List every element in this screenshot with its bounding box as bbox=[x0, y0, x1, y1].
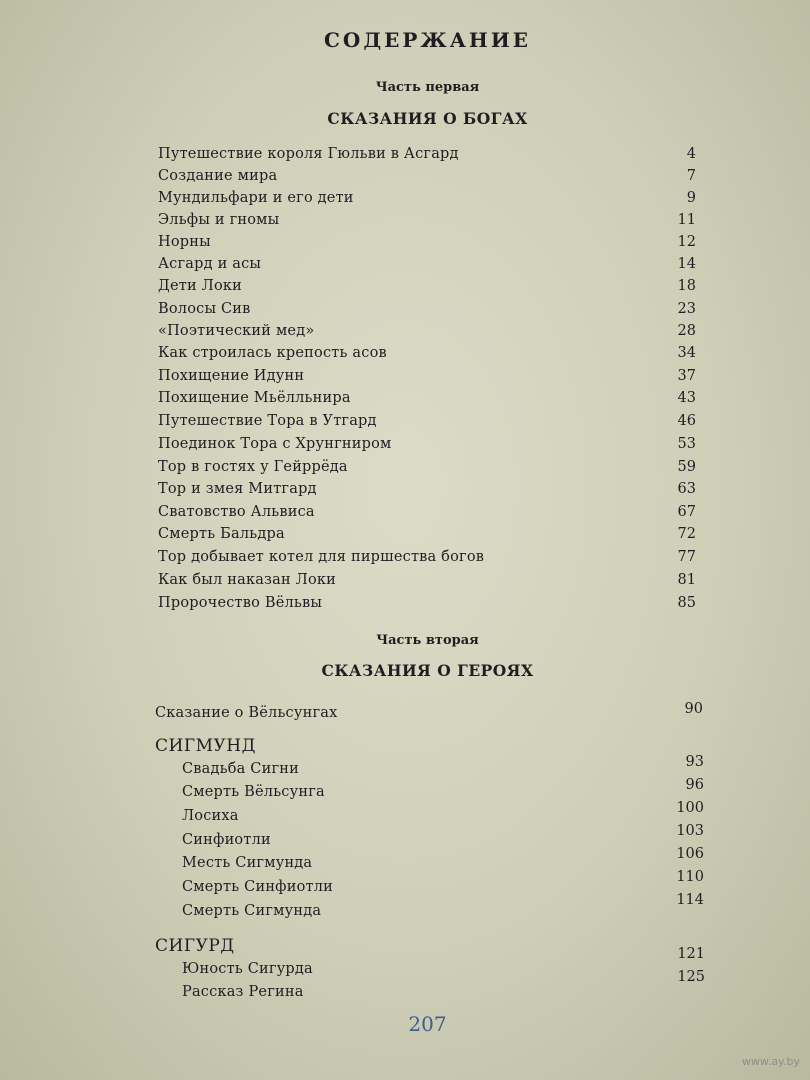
toc-entry: Дети Локи bbox=[158, 278, 243, 294]
page-number: 207 bbox=[408, 1012, 447, 1036]
toc-page-number: 93 bbox=[685, 754, 704, 770]
toc-page-number: 53 bbox=[677, 436, 696, 452]
toc-page-number: 9 bbox=[686, 190, 696, 206]
toc-page-number: 46 bbox=[677, 413, 696, 429]
part-two-heading: СКАЗАНИЯ О ГЕРОЯХ bbox=[321, 661, 534, 680]
toc-entry: Похищение Мьёлльнира bbox=[158, 390, 351, 406]
toc-entry: Сказание о Вёльсунгах bbox=[155, 705, 338, 721]
sigmund-heading: СИГМУНД bbox=[155, 736, 256, 756]
toc-entry: Волосы Сив bbox=[158, 301, 251, 317]
toc-page-number: 114 bbox=[676, 892, 704, 908]
toc-page-number: 106 bbox=[676, 846, 704, 862]
toc-entry: Создание мира bbox=[158, 168, 278, 184]
toc-entry: Как был наказан Локи bbox=[158, 572, 337, 588]
toc-entry: Юность Сигурда bbox=[182, 961, 313, 977]
toc-entry: Смерть Вёльсунга bbox=[182, 784, 325, 800]
toc-entry: Поединок Тора с Хрунгниром bbox=[158, 436, 392, 452]
toc-page-number: 81 bbox=[677, 572, 696, 588]
toc-page-number: 100 bbox=[676, 800, 704, 816]
toc-entry: Смерть Бальдра bbox=[158, 526, 285, 542]
toc-entry: Синфиотли bbox=[182, 832, 271, 848]
toc-page-number: 18 bbox=[677, 278, 696, 294]
toc-entry: Пророчество Вёльвы bbox=[158, 595, 323, 611]
toc-page-number: 90 bbox=[684, 701, 703, 717]
part-one-label: Часть первая bbox=[375, 80, 480, 95]
toc-page-number: 67 bbox=[677, 504, 696, 520]
toc-page-number: 103 bbox=[676, 823, 704, 839]
page-title: СОДЕРЖАНИЕ bbox=[324, 28, 531, 52]
toc-entry: Сватовство Альвиса bbox=[158, 504, 315, 520]
toc-entry: Тор и змея Митгард bbox=[158, 481, 317, 497]
toc-page-number: 85 bbox=[677, 595, 696, 611]
toc-page-number: 28 bbox=[677, 323, 696, 339]
toc-page-number: 110 bbox=[676, 869, 704, 885]
toc-page-number: 4 bbox=[686, 146, 696, 162]
toc-page-number: 11 bbox=[677, 212, 696, 228]
toc-entry: Лосиха bbox=[182, 808, 239, 824]
toc-page-number: 12 bbox=[677, 234, 696, 250]
toc-page-number: 77 bbox=[677, 549, 696, 565]
toc-entry: Месть Сигмунда bbox=[182, 855, 313, 871]
toc-entry: Тор добывает котел для пиршества богов bbox=[158, 549, 485, 565]
toc-page-number: 121 bbox=[677, 946, 705, 962]
toc-entry: Тор в гостях у Гейррёда bbox=[158, 459, 348, 475]
toc-page-number: 59 bbox=[677, 459, 696, 475]
toc-entry: Смерть Сигмунда bbox=[182, 903, 322, 919]
part-one-heading: СКАЗАНИЯ О БОГАХ bbox=[327, 109, 528, 128]
part-two-label: Часть вторая bbox=[376, 633, 479, 648]
toc-page-number: 37 bbox=[677, 368, 696, 384]
toc-page-number: 72 bbox=[677, 526, 696, 542]
toc-entry: Мундильфари и его дети bbox=[158, 190, 354, 206]
toc-entry: Похищение Идунн bbox=[158, 368, 305, 384]
toc-entry: «Поэтический мед» bbox=[158, 323, 315, 339]
toc-entry: Рассказ Регина bbox=[182, 984, 304, 1000]
toc-page-number: 23 bbox=[677, 301, 696, 317]
toc-page-number: 96 bbox=[685, 777, 704, 793]
toc-entry: Как строилась крепость асов bbox=[158, 345, 387, 361]
toc-page-number: 63 bbox=[677, 481, 696, 497]
toc-entry: Эльфы и гномы bbox=[158, 212, 280, 228]
toc-entry: Свадьба Сигни bbox=[182, 761, 299, 777]
toc-entry: Путешествие короля Гюльви в Асгард bbox=[158, 146, 459, 162]
toc-page-number: 125 bbox=[677, 969, 705, 985]
toc-entry: Асгард и асы bbox=[158, 256, 262, 272]
toc-page-number: 34 bbox=[677, 345, 696, 361]
toc-entry: Норны bbox=[158, 234, 211, 250]
toc-entry: Смерть Синфиотли bbox=[182, 879, 334, 895]
toc-page-number: 43 bbox=[677, 390, 696, 406]
watermark: www.ay.by bbox=[741, 1055, 800, 1068]
toc-page-number: 14 bbox=[677, 256, 696, 272]
toc-page-number: 7 bbox=[686, 168, 696, 184]
sigurd-heading: СИГУРД bbox=[155, 936, 235, 956]
toc-entry: Путешествие Тора в Утгард bbox=[158, 413, 377, 429]
